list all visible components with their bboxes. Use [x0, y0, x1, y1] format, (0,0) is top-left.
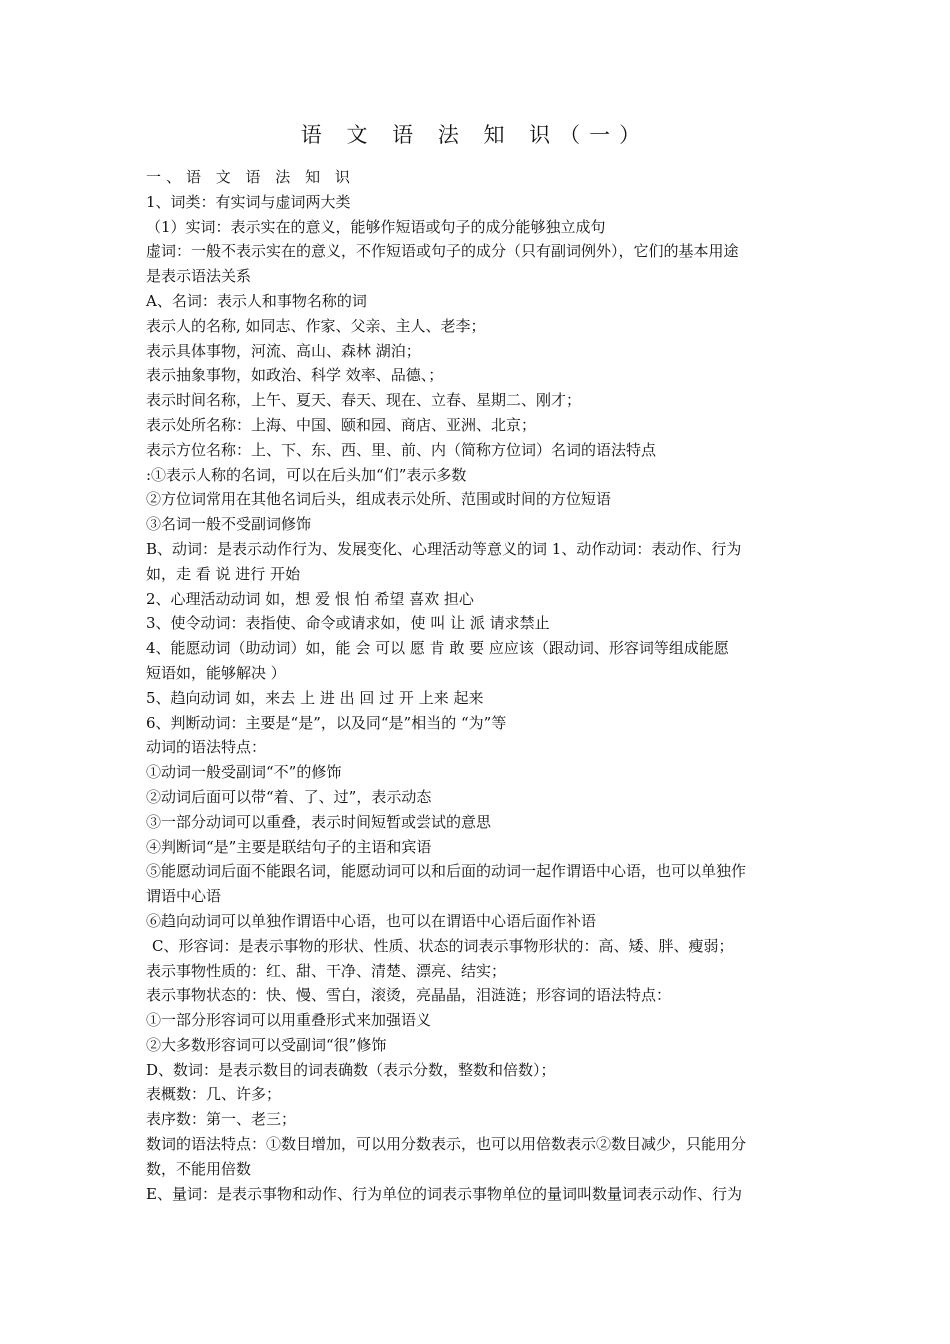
text-line: ④判断词“是”主要是联结句子的主语和宾语	[146, 837, 432, 856]
text-line: B、动词：是表示动作行为、发展变化、心理活动等意义的词 1、动作动词：表动作、行为	[146, 539, 742, 558]
text-line: 表示方位名称：上、下、东、西、里、前、内（简称方位词）名词的语法特点	[146, 440, 657, 459]
text-line: 谓语中心语	[146, 887, 222, 906]
text-line: 4、能愿动词（助动词）如，能 会 可以 愿 肯 敢 要 应应该（跟动词、形容词等组成能愿	[146, 639, 729, 658]
text-line: :①表示人称的名词，可以在后头加“们”表示多数	[146, 465, 467, 484]
text-line: ②大多数形容词可以受副词“很”修饰	[146, 1035, 387, 1054]
text-line: 2、心理活动动词 如，想 爱 恨 怕 希望 喜欢 担心	[146, 589, 474, 608]
text-line: 表示处所名称：上海、中国、颐和园、商店、亚洲、北京；	[146, 415, 537, 434]
text-line: 表示人的名称, 如同志、作家、父亲、主人、老李；	[146, 316, 486, 335]
text-line: 6、判断动词：主要是“是”，以及同“是”相当的 “为”等	[146, 713, 507, 732]
text-line: 表序数：第一、老三；	[146, 1110, 297, 1129]
text-line: E、量词：是表示事物和动作、行为单位的词表示事物单位的量词叫数量词表示动作、行为	[146, 1184, 742, 1203]
text-line: 虚词：一般不表示实在的意义，不作短语或句子的成分（只有副词例外），它们的基本用途	[146, 242, 739, 261]
text-line: 动词的语法特点：	[146, 738, 267, 757]
text-line: ⑥趋向动词可以单独作谓语中心语，也可以在谓语中心语后面作补语	[146, 911, 597, 930]
text-line: 表示具体事物，河流、高山、森林 湖泊；	[146, 341, 421, 360]
text-line: 数，不能用倍数	[146, 1159, 252, 1178]
text-line: C、形容词：是表示事物的形状、性质、状态的词表示事物形状的：高、矮、胖、瘦弱；	[152, 936, 734, 955]
text-line: 1、词类：有实词与虚词两大类	[146, 192, 351, 211]
text-line: D、数词：是表示数目的词表确数（表示分数，整数和倍数）；	[146, 1060, 556, 1079]
text-line: 表概数：几、许多；	[146, 1085, 282, 1104]
text-line: 短语如，能够解决 ）	[146, 663, 286, 682]
text-line: ①动词一般受副词“不”的修饰	[146, 763, 342, 782]
text-line: ②动词后面可以带“着、了、过”，表示动态	[146, 787, 432, 806]
document-title: 语 文 语 法 知 识（一）	[300, 123, 650, 147]
text-line: 表示事物性质的：红、甜、干净、清楚、漂亮、结实；	[146, 961, 507, 980]
section-heading: 一、语 文 语 法 知 识	[146, 168, 355, 186]
text-line: ②方位词常用在其他名词后头，组成表示处所、范围或时间的方位短语	[146, 490, 612, 509]
text-line: ③一部分动词可以重叠，表示时间短暂或尝试的意思	[146, 812, 492, 831]
text-line: 3、使令动词：表指使、命令或请求如，使 叫 让 派 请求禁止	[146, 614, 550, 633]
text-line: 表示时间名称，上午、夏天、春天、现在、立春、星期二、刚才；	[146, 391, 582, 410]
text-line: A、名词：表示人和事物名称的词	[146, 291, 367, 310]
document-body	[146, 165, 816, 1206]
text-line: 5、趋向动词 如，来去 上 进 出 回 过 开 上来 起来	[146, 688, 484, 707]
text-line: 表示事物状态的：快、慢、雪白，滚烫，亮晶晶，泪涟涟；形容词的语法特点：	[146, 986, 672, 1005]
text-line: 表示抽象事物，如政治、科学 效率、品德、；	[146, 366, 444, 385]
text-line: 是表示语法关系	[146, 267, 252, 286]
text-line: （1）实词：表示实在的意义，能够作短语或句子的成分能够独立成句	[146, 217, 606, 236]
text-line: ⑤能愿动词后面不能跟名词，能愿动词可以和后面的动词一起作谓语中心语，也可以单独作	[146, 862, 747, 881]
text-line: 数词的语法特点：①数目增加，可以用分数表示，也可以用倍数表示②数目减少，只能用分	[146, 1135, 747, 1154]
text-line: ①一部分形容词可以用重叠形式来加强语义	[146, 1011, 432, 1030]
text-line: 如，走 看 说 进行 开始	[146, 564, 301, 583]
text-line: ③名词一般不受副词修饰	[146, 515, 312, 534]
